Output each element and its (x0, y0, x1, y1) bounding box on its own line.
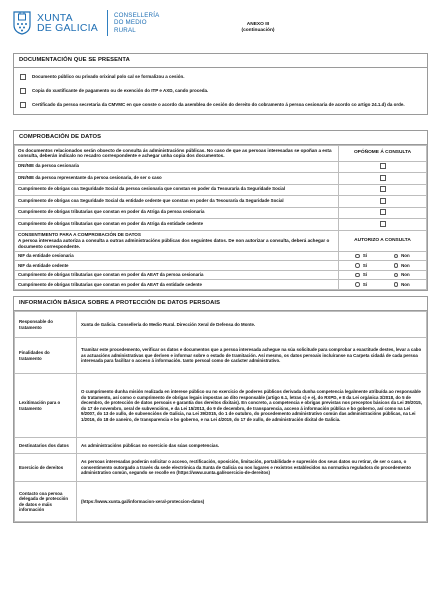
table-row (15, 280, 427, 290)
info-label: Destinatarios dos datos (15, 438, 77, 454)
authorize-item-label: NIF da entidade cedente (15, 261, 339, 271)
data-protection-table (14, 311, 427, 522)
table-row (15, 312, 427, 338)
oppose-checkbox[interactable] (380, 186, 386, 192)
logo-line2: DE GALICIA (37, 22, 98, 34)
oppose-item-label: Cumprimento de obrigas tributarias que constan en poder da Atriga da persoa cesionaria (15, 207, 339, 219)
doc-checkbox[interactable] (20, 102, 26, 108)
oppose-checkbox[interactable] (380, 175, 386, 181)
no-label: Non (401, 253, 410, 259)
galicia-shield-icon (13, 11, 31, 35)
info-text: O cumprimento dunha misión realizada en interese público ou no exercicio de poderes públicos derivada dunha competencia legalmente atribuída ao responsable do tratamento, así como o cumprimento de obrigas legais impostas ao dito responsable (artigo 6.1, letras c) e e), do RXPD, e 8 da Lei orgánica 3/2018, do 5 de decembro, de protección de datos persoais e garantía dos dereitos dixitais). En concreto, a competencia e obrigas previstas nos preceptos básicos da Lei 39/2015, do 17 de novembro, xeral de subvencións, e da Lei 15/2013, do 9 de decembro, de transparencia, acceso á información pública e bo goberno, así como na Lei 9/2007, do 13 de xullo, de subvencións de Galicia, na Lei 39/2015, do 1 de outubro, do procedemento administrativo común das administracións públicas, na Lei 1/2016, do 18 de xaneiro, de transparencia e bo goberno, e na Lei 4/2019, do 17 de xullo, de administración dixital de Galicia. (77, 374, 427, 438)
info-text: As persoas interesadas poderán solicitar o acceso, rectificación, oposición, limitación, portabilidade e supresión dos seus datos ou retirar, de ser o caso, o consentimento outorgado a través da sede electrónica da Xunta de Galicia ou nos lugares e rexistros establecidos na normativa reguladora do procedemento administrativo común, segundo se recolle en (https://www.xunta.gal/exercicio-de-dereitos) (77, 454, 427, 482)
oppose-checkbox[interactable] (380, 163, 386, 169)
info-label: Contacto coa persoa delegada de protección de datos e máis información (15, 482, 77, 522)
no-radio[interactable] (394, 273, 399, 278)
data-check-section (13, 130, 428, 291)
doc-item-label: Documento público ou privado orixinal polo cal se formalizou a cesión. (32, 74, 185, 80)
oppose-item-label: Cumprimento de obrigas coa Seguridade Social da persoa cesionaria que constan en poder da Tesouraría da Seguridade Social (15, 184, 339, 196)
oppose-intro: Os documentos relacionados serán obxecto de consulta ás administracións públicas. No caso de que as persoas interesadas se opoñan a esta consulta, deberán indicalo no recadro correspondente e achegar unha copia dos documentos. (15, 146, 339, 161)
authorize-intro: A persoa interesada autoriza a consulta a outras administracións públicas dos seguintes datos. De non autorizar a consulta, deberá achegar o documento correspondente. (18, 237, 330, 249)
info-label: Lexitimación para o tratamento (15, 374, 77, 438)
yes-radio[interactable] (355, 254, 360, 259)
authorize-item-label: NIF da entidade cesionaria (15, 251, 339, 261)
oppose-checkbox[interactable] (380, 198, 386, 204)
authorize-title: CONSENTIMENTO PARA A COMPROBACIÓN DE DATOS (18, 232, 141, 238)
table-row (15, 251, 427, 261)
doc-item (14, 98, 427, 114)
oppose-checkbox[interactable] (380, 209, 386, 215)
logo-line1: XUNTA (37, 11, 73, 24)
no-radio[interactable] (394, 263, 399, 268)
info-label: Responsable do tratamento (15, 312, 77, 338)
authorize-item-label: Cumprimento de obrigas tributarias que constan en poder da AEAT da entidade cedente (15, 280, 339, 290)
no-label: Non (401, 281, 410, 287)
oppose-item-label: DNI/NIE da persoa representante da persoa cesionaria, de ser o caso (15, 173, 339, 185)
data-protection-section (13, 296, 428, 523)
table-row (15, 173, 427, 185)
table-row (15, 207, 427, 219)
authorize-header-row (15, 230, 427, 251)
table-row (15, 270, 427, 280)
department-line1: CONSELLERÍA (113, 12, 160, 20)
no-radio[interactable] (394, 282, 399, 287)
data-protection-title: INFORMACIÓN BÁSICA SOBRE A PROTECCIÓN DE DATOS PERSOAIS (14, 297, 427, 311)
table-row (15, 454, 427, 482)
info-label: Finalidades do tratamento (15, 338, 77, 374)
doc-item (14, 84, 427, 98)
table-row (15, 219, 427, 231)
oppose-item-label: DNI/NIE da persoa cesionaria (15, 161, 339, 173)
department-name (114, 12, 160, 33)
yes-radio[interactable] (355, 263, 360, 268)
no-label: Non (401, 262, 410, 268)
table-row (15, 374, 427, 438)
yes-radio[interactable] (355, 282, 360, 287)
no-radio[interactable] (394, 254, 399, 259)
table-row (15, 184, 427, 196)
authorize-column-header: AUTORIZO A CONSULTA (339, 230, 427, 251)
yes-label: Sí (362, 272, 367, 278)
documentation-section (13, 53, 428, 115)
table-row (15, 196, 427, 208)
doc-item-label: Certificado da persoa secretaria da CMVMC en que conste o acordo da asemblea de cesión do dereito do cobramento á persoa cesionaria de acordo co artigo 24.1.d) da orde. (32, 102, 405, 108)
doc-checkbox[interactable] (20, 74, 26, 80)
logo-divider (107, 10, 108, 36)
oppose-item-label: Cumprimento de obrigas coa Seguridade Social da entidade cedente que constan en poder da Tesouraría da Seguridade Social (15, 196, 339, 208)
table-row (15, 482, 427, 522)
info-text: Xunta de Galicia. Consellería do Medio Rural. Dirección Xeral de Defensa do Monte. (77, 312, 427, 338)
documentation-title: DOCUMENTACIÓN QUE SE PRESENTA (14, 54, 427, 68)
oppose-header-row (15, 146, 427, 161)
annex-heading (228, 22, 288, 34)
yes-label: Sí (362, 281, 367, 287)
info-label: Exercicio de dereitos (15, 454, 77, 482)
xunta-logo (13, 10, 159, 36)
table-row (15, 438, 427, 454)
table-row (15, 161, 427, 173)
doc-checkbox[interactable] (20, 88, 26, 94)
info-text: Tramitar este procedemento, verificar os datos e documentos que a persoa interesada achegue na súa solicitude para comprobar a exactitude destes, levar a cabo as actuacións administrativas que deriven e informar sobre o estado de tramitación. Así mesmo, os datos persoais incluíranse na Carpeta cidadá de cada persoa interesada para facilitar o acceso á información. tanto persoal como de carácter administrativo. (77, 338, 427, 374)
authorize-item-label: Cumprimento de obrigas tributarias que constan en poder da AEAT da persoa cesionaria (15, 270, 339, 280)
yes-radio[interactable] (355, 273, 360, 278)
page-header (13, 10, 428, 44)
doc-item-label: Copia do xustificante de pagamento ou de exención do ITP e AXD, cando proceda. (32, 88, 209, 94)
annex-subtitle: (continuación) (241, 28, 275, 34)
oppose-column-header: OPÓÑOME Á CONSULTA (339, 146, 427, 161)
annex-title: ANEXO III (246, 22, 270, 27)
authorize-intro-cell (15, 230, 339, 251)
doc-item (14, 68, 427, 84)
yes-label: Sí (362, 262, 367, 268)
info-link[interactable]: (https://www.xunta.gal/informacion-xeral-proteccion-datos) (77, 482, 427, 522)
no-label: Non (401, 272, 410, 278)
yes-label: Sí (362, 253, 367, 259)
department-line3: RURAL (113, 26, 136, 34)
table-row (15, 261, 427, 271)
oppose-checkbox[interactable] (380, 221, 386, 227)
table-row (15, 338, 427, 374)
info-text: As administracións públicas no exercicio das súas competencias. (77, 438, 427, 454)
logo-wordmark (37, 13, 98, 34)
data-check-title: COMPROBACIÓN DE DATOS (14, 131, 427, 145)
department-line2: DO MEDIO (113, 19, 147, 27)
oppose-item-label: Cumprimento de obrigas tributarias que constan en poder da Atriga da entidade cedente (15, 219, 339, 231)
oppose-table (14, 145, 427, 290)
